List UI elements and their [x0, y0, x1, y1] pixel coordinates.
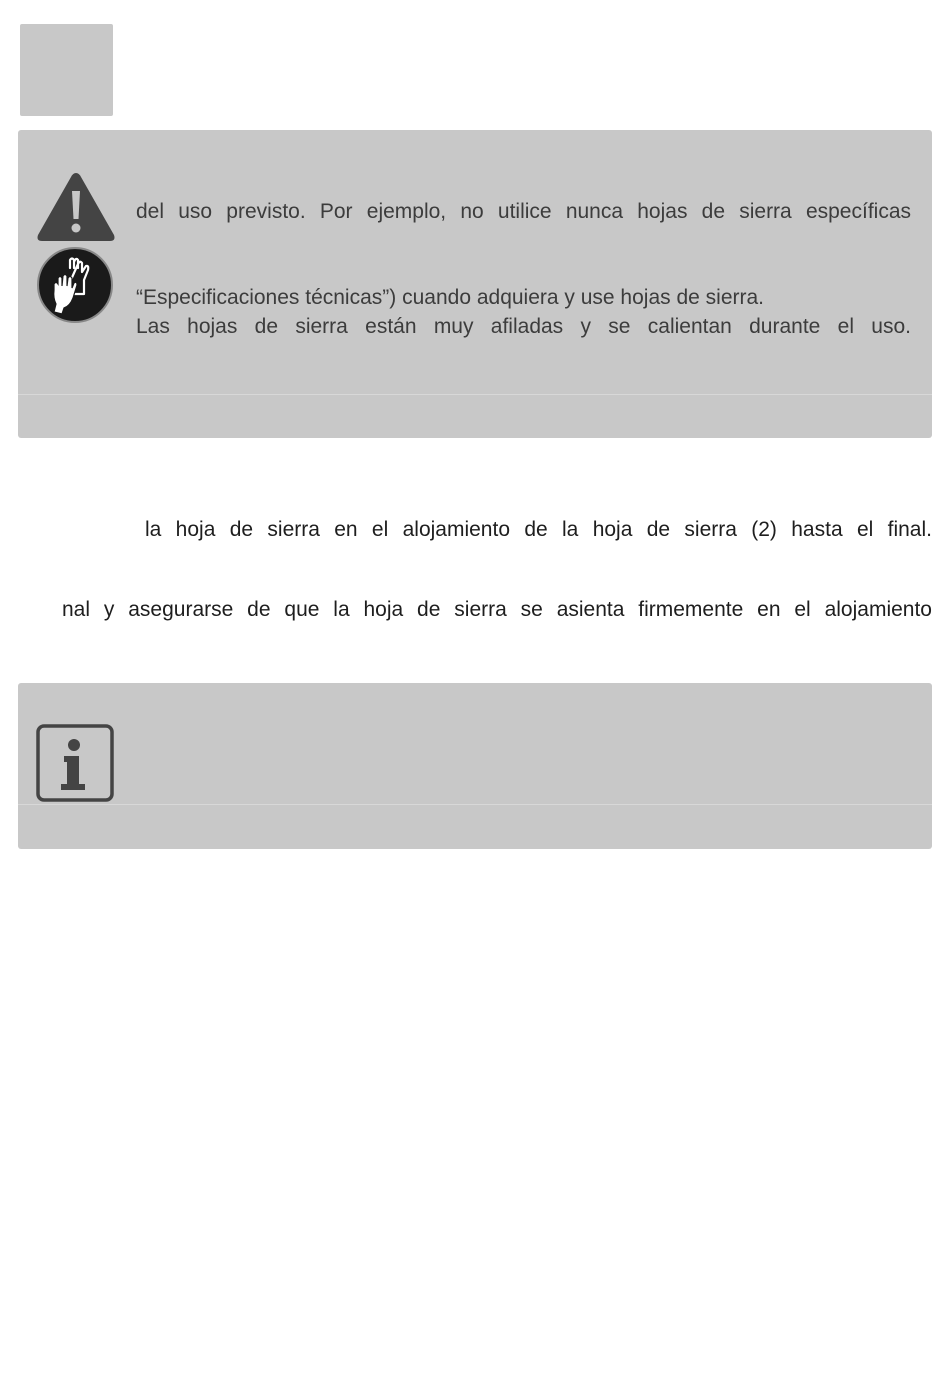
chapter-tab	[20, 24, 113, 116]
divider	[18, 804, 932, 805]
info-icon	[36, 724, 116, 804]
body-text-line: la hoja de sierra en el alojamiento de la hoja de sierra (2) hasta el final.	[145, 518, 932, 541]
body-text-line: nal y asegurarse de que la hoja de sierra se asienta firmemente en el alojamiento	[62, 598, 932, 621]
warning-text-line: “Especificaciones técnicas”) cuando adquiera y use hojas de sierra.	[136, 286, 765, 309]
warning-text-line: Las hojas de sierra están muy afiladas y se calientan durante el uso.	[136, 315, 911, 338]
protective-gloves-icon	[36, 246, 114, 324]
warning-box	[18, 130, 932, 438]
divider	[18, 394, 932, 395]
warning-text-line: del uso previsto. Por ejemplo, no utilice nunca hojas de sierra específicas	[136, 200, 911, 223]
warning-triangle-icon	[36, 171, 116, 243]
info-box	[18, 683, 932, 849]
